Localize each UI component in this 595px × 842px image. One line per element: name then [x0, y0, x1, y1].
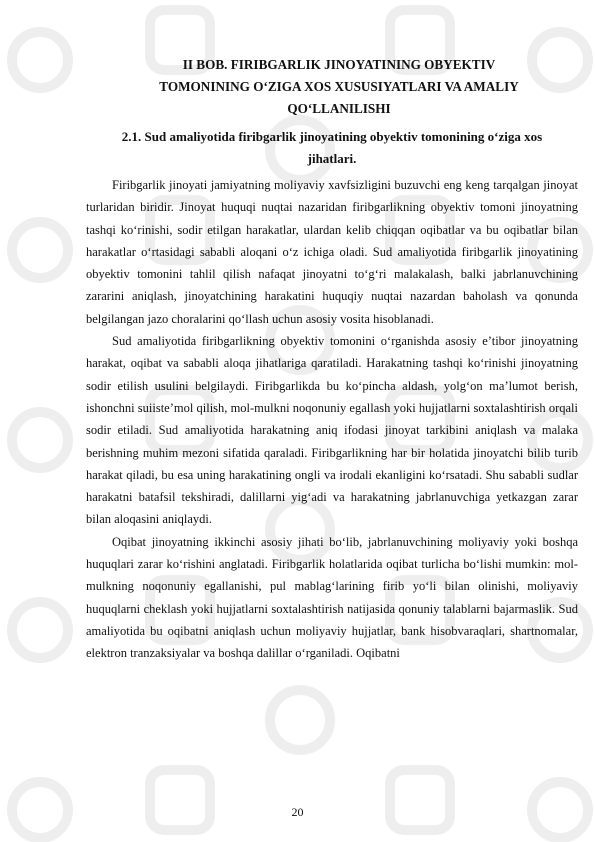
section-title-line: jihatlari.: [307, 151, 357, 166]
page-number: 20: [291, 805, 304, 819]
chapter-title-line: II BOB. FIRIBGARLIK JINOYATINING OBYEKTIV: [182, 57, 496, 72]
section-title: [86, 126, 578, 170]
chapter-title: [100, 54, 578, 120]
paragraph: Oqibat jinoyatning ikkinchi asosiy jihati bo‘lib, jabrlanuvchining moliyaviy yoki boshqa huquqlari zarar ko‘rishini anglatadi. Firibgarlik holatlarida oqibat turlicha bo‘lishi mumkin: mol-mulkning noqonuniy egallanishi, pul mablag‘larining firib yo‘li bilan olinishi, moliyaviy huquqlarni cheklash yoki hujjatlarni soxtalashtirish natijasida qonuniy talablarni bajarmaslik. Sud amaliyotida bu oqibatni aniqlash uchun moliyaviy hujjatlar, bank hisobvaraqlari, shartnomalar, elektron tranzaksiyalar va boshqa dalillar o‘rganiladi. Oqibatni: [86, 534, 578, 661]
chapter-title-line: TOMONINING O‘ZIGA XOS XUSUSIYATLARI VA AMALIY: [159, 79, 519, 94]
paragraph: Firibgarlik jinoyati jamiyatning moliyaviy xavfsizligini buzuvchi eng keng tarqalgan jinoyat turlaridan biridir. Jinoyat huquqi nuqtai nazaridan firibgarlikning obyektiv tomoni jinoyatning tashqi ko‘rinishi, sodir etilgan harakatlar, ulardan kelib chiqqan oqibatlar va bu oqibatlar bilan harakatlar o‘rtasidagi sababli aloqani o‘z ichiga oladi. Sud amaliyotida firibgarlik jinoyatining obyektiv tomonini tahlil qilish nafaqat jinoyatni to‘g‘ri malakalash, balki jabrlanuvchining zararini aniqlash, jinoyatchining harakatini huquqiy nuqtai nazardan baholash va qonunda belgilangan jazo choralarini qo‘llash uchun asosiy vosita hisoblanadi.: [86, 178, 578, 326]
paragraph: Sud amaliyotida firibgarlikning obyektiv tomonini o‘rganishda asosiy e’tibor jinoyatning harakat, oqibat va sababli aloqa jihatlariga qaratiladi. Harakatning tashqi ko‘rinishi jinoyatning sodir etilish usulini belgilaydi. Firibgarlikda bu ko‘pincha aldash, yolg‘on ma’lumot berish, ishonchni suiiste’mol qilish, mol-mulkni noqonuniy egallash yoki hujjatlarni soxtalashtirish orqali sodir etiladi. Sud amaliyotida harakatning aniq ifodasi jinoyat tarkibini aniqlash va malaka berishning muhim mezoni sifatida qaraladi. Firibgarlikning har bir holatida jinoyatchi bilib turib harakat qiladi, bu esa uning harakatining ongli va irodali ekanligini ko‘rsatadi. Shu sababli sudlar harakatni batafsil tekshiradi, dalillarni yig‘adi va harakatning jabrlanuvchiga yetkazgan zarar bilan aloqasini aniqlaydi.: [86, 334, 578, 527]
chapter-title-line: QO‘LLANILISHI: [287, 101, 391, 116]
body-text: [86, 174, 578, 665]
section-title-line: 2.1. Sud amaliyotida firibgarlik jinoyatining obyektiv tomonining o‘ziga xos: [121, 129, 543, 144]
